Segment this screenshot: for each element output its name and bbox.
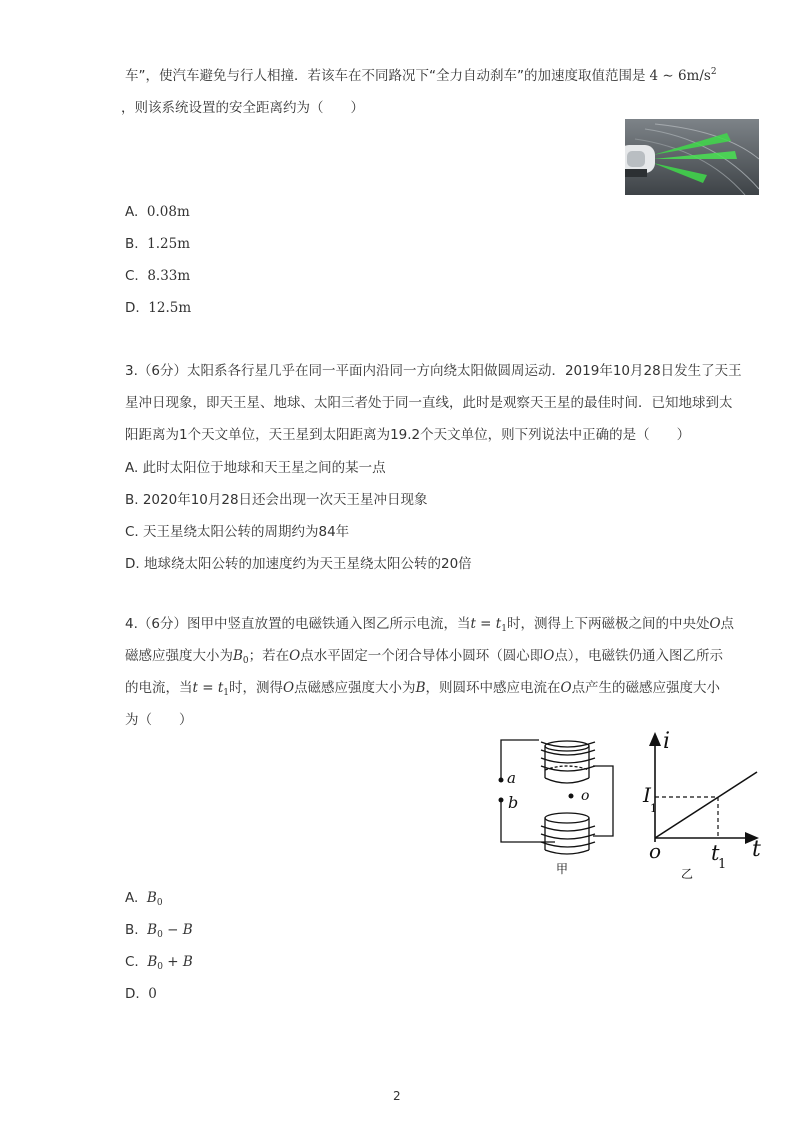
caption-jia: 甲 <box>556 862 569 876</box>
q4-option-d[interactable] <box>125 986 157 1002</box>
option-math-sub: 0 <box>156 898 163 908</box>
q4-stem-line-4: 为（ ） <box>125 712 193 728</box>
q4-text: 时，测得 <box>228 680 283 696</box>
i-axis-arrow <box>649 732 661 746</box>
origin-label: o <box>649 839 662 863</box>
q4-stem-line-2 <box>125 644 723 666</box>
q4-math: t = t <box>470 616 502 632</box>
option-label: D. <box>125 300 140 316</box>
q3-stem-line-3: 阳距离为1个天文单位，天王星到太阳距离为19.2个天文单位，则下列说法中正确的是（ ） <box>125 427 691 443</box>
q4-text: 4.（6分）图甲中竖直放置的电磁铁通入图乙所示电流，当 <box>125 616 471 632</box>
q2-option-d[interactable] <box>125 300 191 316</box>
current-line <box>655 772 757 838</box>
label-o: o <box>581 788 590 804</box>
option-text: 12.5m <box>148 300 192 316</box>
option-text: 8.33m <box>147 268 191 284</box>
q4-math: O <box>560 680 572 696</box>
q2-accel-exponent: 2 <box>710 67 717 77</box>
option-label: C. <box>125 268 139 284</box>
option-math-sub: 0 <box>157 962 163 972</box>
axis-i-label: i <box>663 730 671 754</box>
option-label: C. <box>125 954 139 970</box>
q2-stem-text: 车”，使汽车避免与行人相撞．若该车在不同路况下“全力自动刹车”的加速度取值范围是 <box>125 68 646 84</box>
option-math: B <box>147 922 158 938</box>
option-label: A. <box>125 890 139 906</box>
caption-yi: 乙 <box>681 867 694 881</box>
option-math: B <box>147 954 158 970</box>
option-text: 0 <box>148 986 157 1002</box>
option-label: B. <box>125 922 139 938</box>
q4-math: t = t <box>192 680 224 696</box>
q3-option-c[interactable]: C. 天王星绕太阳公转的周期约为84年 <box>125 524 350 540</box>
option-math-rest: − B <box>162 922 193 938</box>
q4-stem-line-3 <box>125 676 720 698</box>
q4-figure-svg <box>495 730 767 886</box>
option-math-sub: 0 <box>157 930 163 940</box>
q4-option-b[interactable] <box>125 922 193 940</box>
option-math-rest: + B <box>162 954 193 970</box>
q4-math: B <box>233 648 243 664</box>
q4-text: 时，测得上下两磁极之间的中央处 <box>506 616 710 632</box>
t1-subscript: 1 <box>718 857 727 872</box>
terminal-b-dot <box>499 798 504 803</box>
q4-math-sub: 0 <box>242 656 249 666</box>
option-label: A. <box>125 204 139 220</box>
axis-t-label: t <box>752 837 761 862</box>
q3-option-b[interactable]: B. 2020年10月28日还会出现一次天王星冲日现象 <box>125 492 428 508</box>
i1-label: I <box>643 783 651 807</box>
q2-option-c[interactable] <box>125 268 190 284</box>
option-text: 1.25m <box>147 236 191 252</box>
q4-text: 点 <box>720 616 735 632</box>
q4-math: B <box>415 680 426 696</box>
i1-subscript: 1 <box>650 802 657 815</box>
q4-math: O <box>543 648 555 664</box>
q4-text: 点），电磁铁仍通入图乙所示 <box>554 648 724 664</box>
q2-option-b[interactable] <box>125 236 190 252</box>
label-a: a <box>507 769 516 787</box>
q4-stem-line-1 <box>125 612 734 634</box>
option-label: B. <box>125 236 139 252</box>
page-number: 2 <box>393 1089 401 1103</box>
q4-math-sub: 1 <box>223 688 229 698</box>
label-b: b <box>508 793 519 812</box>
q2-stem-line-2: ，则该系统设置的安全距离约为（ ） <box>121 100 364 116</box>
q4-math: O <box>709 616 721 632</box>
t1-label: t <box>711 841 720 865</box>
option-label: D. <box>125 986 140 1002</box>
center-o-dot <box>569 794 574 799</box>
option-text: 0.08m <box>146 204 190 220</box>
q4-math-sub: 1 <box>501 624 507 634</box>
q3-option-a[interactable]: A. 此时太阳位于地球和天王星之间的某一点 <box>125 460 386 476</box>
q2-stem-line-1 <box>125 64 717 84</box>
terminal-a-dot <box>499 778 504 783</box>
car-sensor-illustration <box>625 119 759 195</box>
q4-figure <box>495 730 767 886</box>
q4-text: 点产生的磁感应强度大小 <box>571 680 721 696</box>
q4-text: ；若在 <box>248 648 290 664</box>
q4-text: 磁感应强度大小为 <box>125 648 233 664</box>
q3-option-d[interactable]: D. 地球绕太阳公转的加速度约为天王星绕太阳公转的20倍 <box>125 556 472 572</box>
q4-option-c[interactable] <box>125 954 193 972</box>
option-math: B <box>146 890 157 906</box>
q2-option-a[interactable] <box>125 204 190 220</box>
q3-stem-line-2: 星冲日现象，即天王星、地球、太阳三者处于同一直线，此时是观察天王星的最佳时间．已知地球到太 <box>125 395 733 411</box>
q4-option-a[interactable] <box>125 890 163 908</box>
q4-text: 点水平固定一个闭合导体小圆环（圆心即 <box>300 648 544 664</box>
q4-text: 的电流，当 <box>125 680 193 696</box>
q4-text: ，则圆环中感应电流在 <box>425 680 561 696</box>
q4-math: O <box>282 680 295 696</box>
q4-text: 点磁感应强度大小为 <box>294 680 416 696</box>
q3-stem-line-1: 3.（6分）太阳系各行星几乎在同一平面内沿同一方向绕太阳做圆周运动．2019年10月28日发生了天王 <box>125 363 742 379</box>
current-time-graph <box>655 738 757 842</box>
car-sensor-photo <box>625 119 759 195</box>
q4-math: O <box>289 648 301 664</box>
q2-accel-range: 4 ∼ 6m/s <box>649 68 711 84</box>
